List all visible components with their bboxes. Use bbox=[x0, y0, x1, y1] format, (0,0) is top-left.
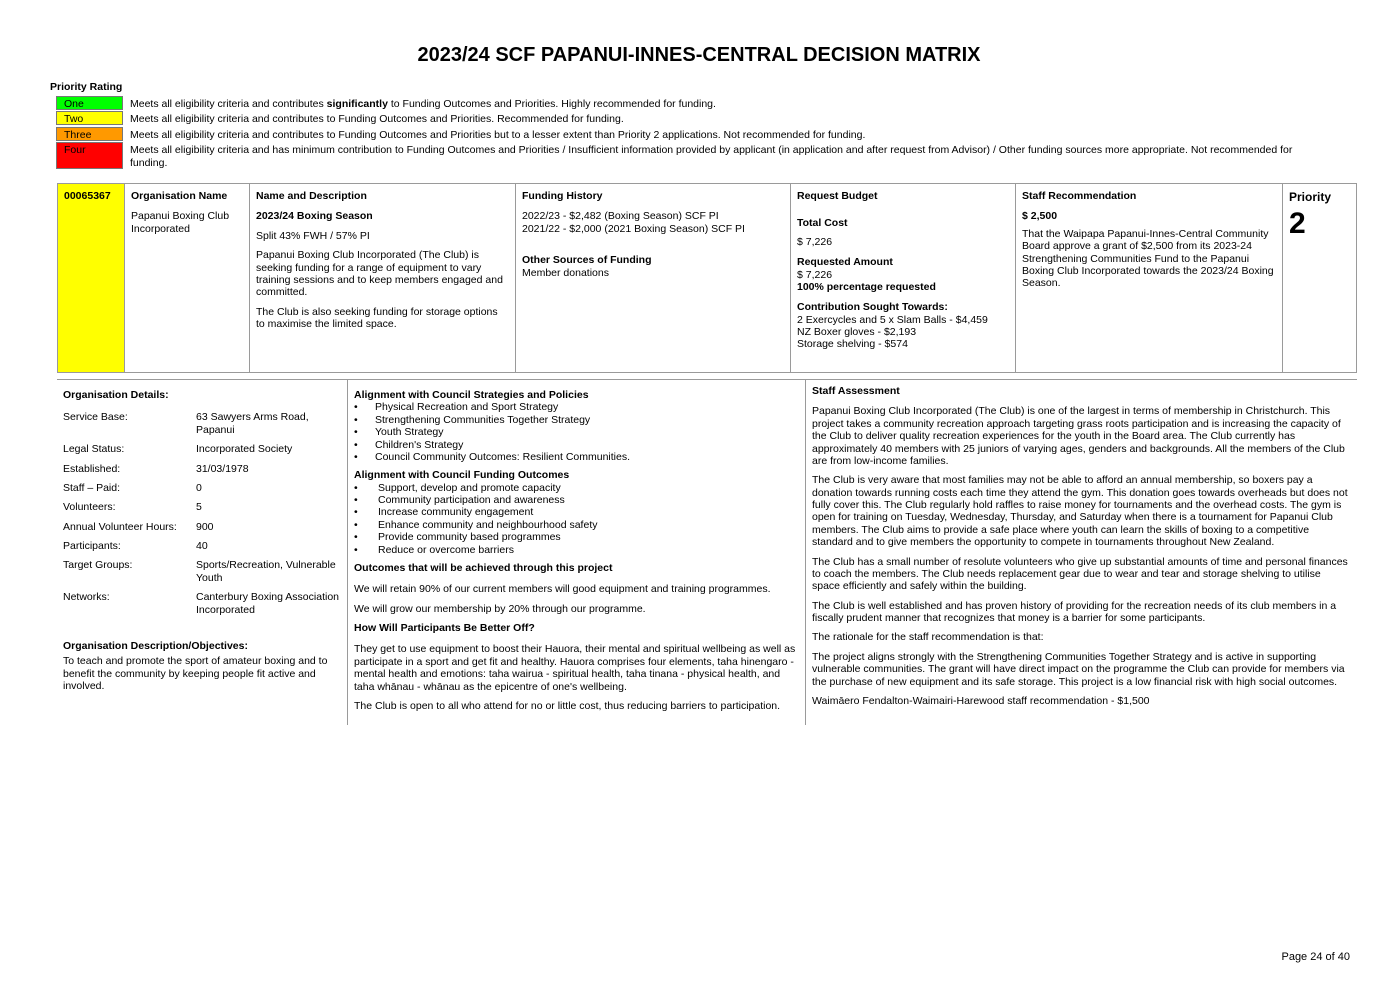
list-item: • Enhance community and neighbourhood safety bbox=[354, 519, 799, 531]
page-title: 2023/24 SCF PAPANUI-INNES-CENTRAL DECISION MATRIX bbox=[417, 44, 981, 66]
funding-history-item: 2021/22 - $2,000 (2021 Boxing Season) SCF PI bbox=[522, 222, 745, 235]
detail-row: Networks: Canterbury Boxing Association Incorporated bbox=[63, 591, 339, 616]
achieved-heading: Outcomes that will be achieved through this project bbox=[354, 561, 613, 574]
priority-header: Priority bbox=[1289, 190, 1332, 204]
better-off-heading: How Will Participants Be Better Off? bbox=[354, 622, 535, 634]
other-sources: Member donations bbox=[522, 266, 609, 279]
project-description-2: The Club is also seeking funding for storage options to maximise the limited space. bbox=[256, 305, 498, 330]
strategies-list bbox=[354, 401, 799, 463]
assessment-paragraph: The project aligns strongly with the Strengthening Communities Together Strategy and is active in supporting vulnerable communities. The grant will have direct impact on the programme the Club can provide for members via the purchase of new equipment and its safe storage. This project is a low financial risk with high social outcomes. bbox=[812, 650, 1345, 688]
detail-row: Service Base: 63 Sawyers Arms Road, Papanui bbox=[63, 411, 309, 436]
list-item: • Community participation and awareness bbox=[354, 494, 799, 506]
legend-text-three: Meets all eligibility criteria and contributes to Funding Outcomes and Priorities but to a lesser extent than Priority 2 applications. Not recommended for funding. bbox=[130, 128, 866, 141]
legend-row-two bbox=[56, 111, 1316, 125]
legend-text-four: Meets all eligibility criteria and has minimum contribution to Funding Outcomes and Priorities / Insufficient information provided by applicant (in application and after request from Advisor) / Other funding sources more appropriate. Not recommended for funding. bbox=[130, 144, 1293, 169]
application-id: 00065367 bbox=[58, 184, 125, 373]
priority-legend bbox=[56, 96, 1316, 170]
contribution-item: Storage shelving - $574 bbox=[797, 338, 908, 351]
staff-assessment-heading: Staff Assessment bbox=[812, 385, 900, 397]
list-item: • Increase community engagement bbox=[354, 506, 799, 518]
list-item: • Strengthening Communities Together Strategy bbox=[354, 414, 799, 426]
priority-rating-heading: Priority Rating bbox=[50, 81, 123, 93]
outcomes-heading: Alignment with Council Funding Outcomes bbox=[354, 469, 570, 482]
contribution-item: 2 Exercycles and 5 x Slam Balls - $4,459 bbox=[797, 313, 988, 326]
organisation-name-cell bbox=[125, 184, 250, 373]
project-name: 2023/24 Boxing Season bbox=[256, 210, 373, 223]
requested-amount-value: $ 7,226 bbox=[797, 268, 833, 281]
list-item: • Physical Recreation and Sport Strategy bbox=[354, 401, 799, 413]
decision-matrix-table bbox=[57, 183, 1357, 373]
request-budget-header: Request Budget bbox=[797, 190, 878, 202]
detail-row: Target Groups: Sports/Recreation, Vulnerable Youth bbox=[63, 559, 336, 584]
project-description-1: Papanui Boxing Club Incorporated (The Club) is seeking funding for a range of equipment to vary training sessions and to keep members engaged and committed. bbox=[256, 249, 503, 299]
achieved-item: We will grow our membership by 20% through our programme. bbox=[354, 602, 646, 615]
name-description-cell bbox=[250, 184, 516, 373]
page-number: Page 24 of 40 bbox=[1281, 951, 1350, 963]
staff-recommendation-amount: $ 2,500 bbox=[1022, 210, 1058, 223]
staff-recommendation-text: That the Waipapa Papanui-Innes-Central Community Board approve a grant of $2,500 from its 2023-24 Strengthening Communities Fund to the Papanui Boxing Club Incorporated towards the 2023/24 Boxing Season. bbox=[1022, 227, 1274, 290]
priority-cell bbox=[1283, 184, 1357, 373]
legend-swatch-one: One bbox=[56, 96, 123, 110]
better-off-paragraph: The Club is open to all who attend for no or little cost, thus reducing barriers to participation. bbox=[354, 699, 781, 712]
detail-row: Annual Volunteer Hours: 900 bbox=[63, 520, 214, 533]
assessment-paragraph: The rationale for the staff recommendation is that: bbox=[812, 631, 1044, 644]
organisation-name-header: Organisation Name bbox=[131, 190, 228, 202]
assessment-paragraph: Waimāero Fendalton-Waimairi-Harewood staff recommendation - $1,500 bbox=[812, 694, 1150, 707]
list-item: • Reduce or overcome barriers bbox=[354, 544, 799, 556]
list-item: • Support, develop and promote capacity bbox=[354, 482, 799, 494]
other-sources-header: Other Sources of Funding bbox=[522, 254, 652, 267]
detail-row: Staff – Paid: 0 bbox=[63, 481, 202, 494]
organisation-name: Papanui Boxing Club Incorporated bbox=[131, 210, 230, 235]
funding-history-header: Funding History bbox=[522, 190, 603, 202]
request-budget-cell bbox=[791, 184, 1016, 373]
list-item: • Council Community Outcomes: Resilient Communities. bbox=[354, 451, 799, 463]
better-off-paragraph: They get to use equipment to boost their Hauora, their mental and spiritual wellbeing as well as participate in a sport and get fit and healthy. Hauora comprises four elements, taha hinengaro - mental health and emotions: taha wairua - spiritual health, taha tinana - physical health, and taha whānau - whānau as the epicentre of one's wellbeing. bbox=[354, 643, 796, 693]
contribution-item: NZ Boxer gloves - $2,193 bbox=[797, 326, 917, 338]
detail-row: Volunteers: 5 bbox=[63, 501, 202, 514]
legend-row-three bbox=[56, 127, 1316, 141]
funding-history-cell bbox=[516, 184, 791, 373]
detail-row: Legal Status: Incorporated Society bbox=[63, 443, 293, 456]
staff-recommendation-header: Staff Recommendation bbox=[1022, 190, 1137, 202]
legend-text-two: Meets all eligibility criteria and contributes to Funding Outcomes and Priorities. Recommended for funding. bbox=[130, 113, 624, 126]
achieved-item: We will retain 90% of our current members will good equipment and training programmes. bbox=[354, 583, 771, 596]
objectives-heading: Organisation Description/Objectives: bbox=[63, 639, 248, 652]
total-cost-label: Total Cost bbox=[797, 217, 848, 230]
list-item: • Youth Strategy bbox=[354, 426, 799, 438]
alignment-column bbox=[348, 380, 806, 725]
legend-text-one: Meets all eligibility criteria and contributes significantly to Funding Outcomes and Priorities. Highly recommended for funding. bbox=[130, 98, 716, 110]
total-cost-value: $ 7,226 bbox=[797, 235, 833, 248]
assessment-paragraph: Papanui Boxing Club Incorporated (The Club) is one of the largest in terms of membership in Christchurch. This project takes a community recreation approach targeting grass roots participation and is increasing the capacity of the Club to deliver quality recreation experiences for the youth in the Board area. The Club currently has approximately 40 members with 25 juniors of varying ages, genders and backgrounds. All the members of the Club are from low-income families. bbox=[812, 405, 1345, 467]
assessment-section bbox=[57, 379, 1357, 724]
contribution-label: Contribution Sought Towards: bbox=[797, 301, 948, 314]
strategies-heading: Alignment with Council Strategies and Policies bbox=[354, 389, 589, 401]
staff-recommendation-cell bbox=[1016, 184, 1283, 373]
funding-history-item: 2022/23 - $2,482 (Boxing Season) SCF PI bbox=[522, 210, 719, 223]
organisation-details-column bbox=[57, 380, 348, 725]
legend-swatch-three: Three bbox=[56, 127, 123, 141]
legend-swatch-two: Two bbox=[56, 111, 123, 125]
detail-row: Established: 31/03/1978 bbox=[63, 462, 249, 475]
outcomes-list bbox=[354, 482, 799, 556]
list-item: • Children's Strategy bbox=[354, 439, 799, 451]
staff-assessment-column bbox=[806, 380, 1357, 725]
percentage-requested: 100% percentage requested bbox=[797, 280, 936, 293]
detail-row: Participants: 40 bbox=[63, 540, 208, 552]
funding-split: Split 43% FWH / 57% PI bbox=[256, 229, 370, 242]
assessment-paragraph: The Club is well established and has proven history of providing for the recreation needs of its club members in a fiscally prudent manner that recognizes that money is a barrier for some participants. bbox=[812, 599, 1337, 624]
legend-row-four bbox=[56, 142, 1316, 169]
organisation-details-heading: Organisation Details: bbox=[63, 389, 169, 401]
legend-swatch-four: Four bbox=[56, 142, 123, 169]
assessment-paragraph: The Club has a small number of resolute volunteers who give up substantial amounts of time and personal finances to coach the members. The Club needs replacement gear due to wear and tear and storage shelving to utilise space efficiently and safely within the building. bbox=[812, 555, 1348, 593]
assessment-paragraph: The Club is very aware that most families may not be able to afford an annual membership, so boxers pay a donation towards running costs each time they attend the gym. This donation goes towards overheads but does not fully cover this. The Club regularly hold raffles to raise money for tournaments and the overhead costs. The gym is open for training on Tuesday, Wednesday, Thursday, and Saturday when there is a tournament for Papanui Club members. The Club aims to provide a safe place where youth can learn the skills of boxing to a competitive standard and to give members the opportunity to compete in tournaments throughout New Zealand. bbox=[812, 474, 1348, 549]
requested-amount-label: Requested Amount bbox=[797, 256, 893, 269]
objectives-text: To teach and promote the sport of amateur boxing and to benefit the community by keeping people fit active and involved. bbox=[63, 655, 328, 692]
legend-row-one bbox=[56, 96, 1316, 110]
priority-value: 2 bbox=[1289, 207, 1306, 241]
list-item: • Provide community based programmes bbox=[354, 531, 799, 543]
name-description-header: Name and Description bbox=[256, 190, 367, 202]
